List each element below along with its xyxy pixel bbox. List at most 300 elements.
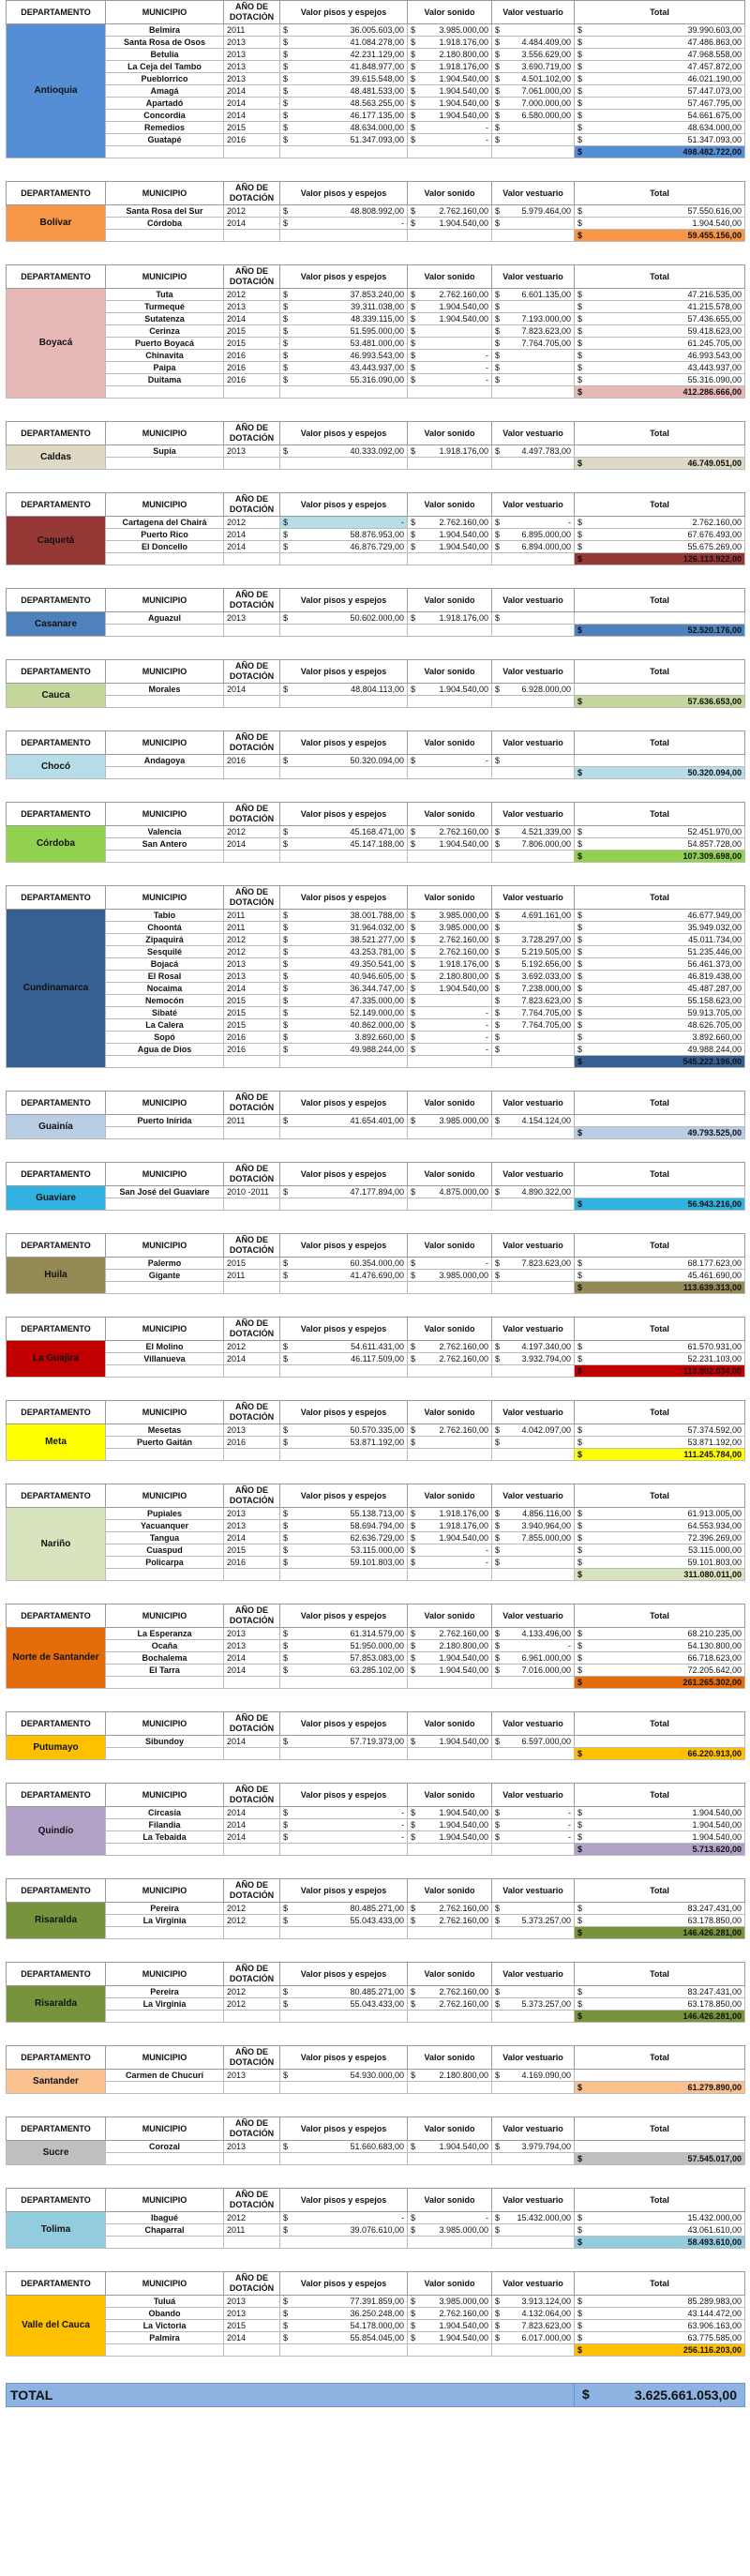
vestuario-cell — [492, 684, 575, 696]
currency-symbol: $ — [495, 351, 501, 360]
department-total-value: 113.802.034,00 — [682, 1366, 742, 1376]
currency-symbol: $ — [283, 1916, 289, 1925]
currency-symbol: $ — [411, 351, 416, 360]
header-anio: AÑO DE DOTACIÓN — [224, 1318, 280, 1341]
department-total — [575, 458, 745, 470]
department-name: Casanare — [7, 612, 106, 637]
empty-cell — [408, 1748, 492, 1760]
anio-cell: 2014 — [224, 1819, 280, 1831]
sonido-value: - — [486, 123, 488, 132]
vestuario-value: 7.806.000,00 — [521, 839, 571, 849]
department-table — [6, 1162, 745, 1211]
municipio-cell: Ocaña — [106, 1640, 224, 1652]
table-row — [7, 1115, 745, 1127]
pisos-value: 51.347.093,00 — [350, 135, 404, 144]
municipio-cell: El Molino — [106, 1341, 224, 1353]
currency-symbol: $ — [495, 1509, 501, 1518]
empty-cell — [408, 1127, 492, 1139]
header-sonido: Valor sonido — [408, 422, 492, 445]
total-cell — [575, 2308, 745, 2320]
department-total-value: 146.426.281,00 — [682, 1928, 742, 1937]
header-total: Total — [575, 265, 745, 289]
empty-cell — [408, 2153, 492, 2165]
sonido-cell — [408, 218, 492, 230]
pisos-cell — [280, 684, 408, 696]
total-cell — [575, 1353, 745, 1365]
header-vestuario: Valor vestuario — [492, 886, 575, 910]
sonido-cell — [408, 134, 492, 146]
department-block — [6, 802, 744, 863]
department-block — [6, 1317, 744, 1378]
currency-symbol: $ — [578, 290, 583, 299]
pisos-value: 49.988.244,00 — [350, 1045, 404, 1054]
empty-cell — [106, 2344, 224, 2357]
pisos-value: 55.316.090,00 — [350, 375, 404, 384]
pisos-cell — [280, 1807, 408, 1819]
vestuario-cell — [492, 541, 575, 553]
vestuario-cell — [492, 1007, 575, 1019]
municipio-cell: Córdoba — [106, 218, 224, 230]
pisos-cell — [280, 49, 408, 61]
sonido-cell — [408, 1807, 492, 1819]
pisos-cell — [280, 2296, 408, 2308]
table-row — [7, 1186, 745, 1198]
currency-symbol: $ — [283, 218, 289, 228]
pisos-cell — [280, 289, 408, 301]
sonido-value: 1.904.540,00 — [439, 98, 488, 108]
vestuario-cell — [492, 1341, 575, 1353]
department-total — [575, 1844, 745, 1856]
total-cell — [575, 922, 745, 934]
currency-symbol: $ — [495, 1820, 501, 1830]
department-total — [575, 1449, 745, 1461]
sonido-cell — [408, 541, 492, 553]
municipio-cell: Tuta — [106, 289, 224, 301]
vestuario-value: 7.823.623,00 — [521, 996, 571, 1005]
vestuario-cell — [492, 838, 575, 851]
pisos-value: 46.993.543,00 — [350, 351, 404, 360]
pisos-cell — [280, 313, 408, 325]
currency-symbol: $ — [495, 2213, 501, 2222]
pisos-value: 48.634.000,00 — [350, 123, 404, 132]
sonido-cell — [408, 1652, 492, 1665]
municipio-cell: Tangua — [106, 1532, 224, 1544]
currency-symbol: $ — [578, 1450, 583, 1459]
vestuario-cell — [492, 2332, 575, 2344]
sonido-cell — [408, 301, 492, 313]
department-block — [6, 1783, 744, 1856]
currency-symbol: $ — [495, 1187, 501, 1197]
anio-cell: 2016 — [224, 1032, 280, 1044]
header-sonido: Valor sonido — [408, 1163, 492, 1186]
department-block — [6, 492, 744, 565]
header-anio: AÑO DE DOTACIÓN — [224, 1163, 280, 1186]
total-cell — [575, 541, 745, 553]
currency-symbol: $ — [283, 339, 289, 348]
header-municipio: MUNICIPIO — [106, 182, 224, 205]
header-sonido: Valor sonido — [408, 1234, 492, 1258]
anio-cell: 2012 — [224, 517, 280, 529]
header-total: Total — [575, 1401, 745, 1424]
department-table — [6, 1783, 745, 1856]
currency-symbol: $ — [411, 1342, 416, 1351]
vestuario-cell — [492, 946, 575, 958]
department-table — [6, 588, 745, 637]
vestuario-value: - — [568, 1641, 571, 1650]
empty-cell — [408, 458, 492, 470]
municipio-cell: Guatapé — [106, 134, 224, 146]
pisos-cell — [280, 1044, 408, 1056]
vestuario-cell — [492, 2320, 575, 2332]
table-row — [7, 1736, 745, 1748]
pisos-value: 54.611.431,00 — [351, 1342, 404, 1351]
empty-cell — [224, 2237, 280, 2249]
municipio-cell: Sutatenza — [106, 313, 224, 325]
empty-cell — [224, 230, 280, 242]
department-total-value: 412.286.666,00 — [682, 387, 742, 397]
sonido-cell — [408, 2212, 492, 2224]
sonido-value: 1.918.176,00 — [439, 446, 488, 456]
header-departamento: DEPARTAMENTO — [7, 1879, 106, 1903]
anio-cell: 2010 -2011 — [224, 1186, 280, 1198]
header-pisos: Valor pisos y espejos — [280, 182, 408, 205]
currency-symbol: $ — [283, 2333, 289, 2343]
currency-symbol: $ — [578, 314, 583, 324]
currency-symbol: $ — [411, 1020, 416, 1030]
table-row — [7, 37, 745, 49]
currency-symbol: $ — [578, 2297, 583, 2306]
currency-symbol: $ — [495, 1987, 501, 1996]
currency-symbol: $ — [411, 2213, 416, 2222]
pisos-cell — [280, 338, 408, 350]
total-value: 45.461.690,00 — [687, 1271, 742, 1280]
empty-cell — [492, 1056, 575, 1068]
total-cell — [575, 1831, 745, 1844]
pisos-value: 62.636.729,00 — [350, 1533, 404, 1543]
currency-symbol: $ — [411, 1904, 416, 1913]
currency-symbol: $ — [495, 25, 501, 35]
anio-cell: 2016 — [224, 374, 280, 386]
header-departamento: DEPARTAMENTO — [7, 493, 106, 517]
pisos-cell — [280, 541, 408, 553]
header-municipio: MUNICIPIO — [106, 1712, 224, 1736]
department-table — [6, 264, 745, 399]
table-row — [7, 1532, 745, 1544]
header-total: Total — [575, 1092, 745, 1115]
sonido-cell — [408, 826, 492, 838]
currency-symbol: $ — [578, 1808, 583, 1817]
pisos-value: 60.354.000,00 — [350, 1258, 404, 1268]
currency-symbol: $ — [578, 375, 583, 384]
pisos-cell — [280, 1640, 408, 1652]
currency-symbol: $ — [283, 38, 289, 47]
table-row — [7, 1998, 745, 2011]
currency-symbol: $ — [283, 1737, 289, 1746]
department-block — [6, 2188, 744, 2249]
department-total-value: 311.080.011,00 — [683, 1570, 742, 1579]
header-pisos: Valor pisos y espejos — [280, 1401, 408, 1424]
pisos-cell — [280, 1437, 408, 1449]
anio-cell: 2012 — [224, 826, 280, 838]
grand-total-row — [6, 2383, 745, 2407]
anio-cell: 2013 — [224, 73, 280, 85]
total-value: 46.677.949,00 — [687, 911, 742, 920]
currency-symbol: $ — [578, 302, 583, 311]
total-cell — [575, 1520, 745, 1532]
currency-symbol: $ — [411, 1008, 416, 1017]
pisos-cell — [280, 1819, 408, 1831]
sonido-cell — [408, 612, 492, 625]
currency-symbol: $ — [411, 123, 416, 132]
sonido-cell — [408, 1508, 492, 1520]
currency-symbol: $ — [283, 314, 289, 324]
currency-symbol: $ — [283, 1342, 289, 1351]
currency-symbol: $ — [495, 375, 501, 384]
sonido-cell — [408, 1665, 492, 1677]
municipio-cell: Santa Rosa de Osos — [106, 37, 224, 49]
total-cell — [575, 910, 745, 922]
pisos-cell — [280, 946, 408, 958]
empty-cell — [224, 1569, 280, 1581]
currency-symbol: $ — [411, 935, 416, 944]
header-vestuario: Valor vestuario — [492, 1484, 575, 1508]
pisos-value: 61.314.579,00 — [350, 1629, 404, 1638]
header-municipio: MUNICIPIO — [106, 660, 224, 684]
header-anio: AÑO DE DOTACIÓN — [224, 731, 280, 755]
sonido-cell — [408, 1819, 492, 1831]
header-sonido: Valor sonido — [408, 1484, 492, 1508]
vestuario-cell — [492, 24, 575, 37]
table-row — [7, 971, 745, 983]
header-sonido: Valor sonido — [408, 886, 492, 910]
anio-cell: 2013 — [224, 1640, 280, 1652]
anio-cell: 2015 — [224, 995, 280, 1007]
currency-symbol: $ — [578, 1641, 583, 1650]
currency-symbol: $ — [411, 1808, 416, 1817]
pisos-cell — [280, 301, 408, 313]
anio-cell: 2014 — [224, 313, 280, 325]
header-departamento: DEPARTAMENTO — [7, 589, 106, 612]
pisos-value: 45.147.188,00 — [350, 839, 404, 849]
currency-symbol: $ — [578, 851, 583, 861]
anio-cell: 2016 — [224, 755, 280, 767]
header-anio: AÑO DE DOTACIÓN — [224, 1963, 280, 1986]
header-sonido: Valor sonido — [408, 2046, 492, 2070]
department-total — [575, 230, 745, 242]
sonido-value: - — [486, 135, 488, 144]
total-value: 35.949.032,00 — [687, 923, 742, 932]
pisos-value: 63.285.102,00 — [350, 1665, 404, 1675]
municipio-cell: Andagoya — [106, 755, 224, 767]
header-anio: AÑO DE DOTACIÓN — [224, 1784, 280, 1807]
currency-symbol: $ — [283, 1558, 289, 1567]
vestuario-value: 4.691.161,00 — [521, 911, 571, 920]
vestuario-cell — [492, 971, 575, 983]
department-total-row — [7, 1282, 745, 1294]
currency-symbol: $ — [411, 923, 416, 932]
vestuario-value: 4.856.116,00 — [522, 1509, 571, 1518]
currency-symbol: $ — [578, 1845, 583, 1854]
currency-symbol: $ — [578, 1832, 583, 1842]
sonido-cell — [408, 49, 492, 61]
header-vestuario: Valor vestuario — [492, 2272, 575, 2296]
pisos-cell — [280, 826, 408, 838]
vestuario-cell — [492, 2296, 575, 2308]
vestuario-cell — [492, 1520, 575, 1532]
department-block — [6, 2045, 744, 2094]
header-total: Total — [575, 2189, 745, 2212]
department-name: Meta — [7, 1424, 106, 1461]
sonido-value: 1.904.540,00 — [439, 2142, 488, 2151]
currency-symbol: $ — [495, 123, 501, 132]
total-cell — [575, 1007, 745, 1019]
sonido-cell — [408, 1557, 492, 1569]
vestuario-cell — [492, 325, 575, 338]
total-cell — [575, 1019, 745, 1032]
pisos-value: 52.149.000,00 — [350, 1008, 404, 1017]
empty-cell — [106, 553, 224, 565]
currency-symbol: $ — [495, 218, 501, 228]
header-sonido: Valor sonido — [408, 182, 492, 205]
anio-cell: 2016 — [224, 350, 280, 362]
vestuario-cell — [492, 445, 575, 458]
currency-symbol: $ — [411, 1558, 416, 1567]
currency-symbol: $ — [411, 1999, 416, 2009]
currency-symbol: $ — [411, 1509, 416, 1518]
department-total-value: 46.749.051,00 — [687, 459, 742, 468]
table-row — [7, 2320, 745, 2332]
currency-symbol: $ — [495, 1045, 501, 1054]
sonido-value: 1.904.540,00 — [439, 1808, 488, 1817]
total-cell — [575, 110, 745, 122]
table-row — [7, 1628, 745, 1640]
sonido-cell — [408, 2141, 492, 2153]
table-row — [7, 934, 745, 946]
sonido-cell — [408, 374, 492, 386]
vestuario-cell — [492, 1437, 575, 1449]
header-departamento: DEPARTAMENTO — [7, 1604, 106, 1628]
sonido-cell — [408, 2296, 492, 2308]
currency-symbol: $ — [283, 1665, 289, 1675]
currency-symbol: $ — [495, 947, 501, 957]
pisos-cell — [280, 1903, 408, 1915]
vestuario-value: 4.132.064,00 — [521, 2309, 571, 2318]
pisos-cell — [280, 325, 408, 338]
header-vestuario: Valor vestuario — [492, 422, 575, 445]
total-cell — [575, 1532, 745, 1544]
currency-symbol: $ — [578, 911, 583, 920]
header-pisos: Valor pisos y espejos — [280, 589, 408, 612]
currency-symbol: $ — [283, 25, 289, 35]
vestuario-value: 7.855.000,00 — [521, 1533, 571, 1543]
sonido-cell — [408, 1424, 492, 1437]
sonido-cell — [408, 922, 492, 934]
total-value: 53.115.000,00 — [688, 1545, 742, 1555]
total-value: 1.904.540,00 — [692, 1808, 742, 1817]
vestuario-value: 3.940.964,00 — [521, 1521, 571, 1530]
header-vestuario: Valor vestuario — [492, 1401, 575, 1424]
vestuario-cell — [492, 1115, 575, 1127]
header-total: Total — [575, 1234, 745, 1258]
table-row — [7, 1508, 745, 1520]
currency-symbol: $ — [283, 839, 289, 849]
empty-cell — [106, 2237, 224, 2249]
header-row — [7, 1604, 745, 1628]
vestuario-cell — [492, 1652, 575, 1665]
header-sonido: Valor sonido — [408, 1, 492, 24]
total-value: 83.247.431,00 — [687, 1987, 742, 1996]
currency-symbol: $ — [411, 290, 416, 299]
header-sonido: Valor sonido — [408, 2117, 492, 2141]
anio-cell: 2014 — [224, 98, 280, 110]
currency-symbol: $ — [495, 1653, 501, 1663]
pisos-value: 51.660.683,00 — [350, 2142, 404, 2151]
currency-symbol: $ — [411, 1258, 416, 1268]
vestuario-cell — [492, 934, 575, 946]
pisos-value: 39.615.548,00 — [350, 74, 404, 83]
department-name: Huila — [7, 1258, 106, 1294]
vestuario-value: 7.823.623,00 — [521, 326, 571, 336]
currency-symbol: $ — [283, 1187, 289, 1197]
vestuario-cell — [492, 958, 575, 971]
header-pisos: Valor pisos y espejos — [280, 2117, 408, 2141]
pisos-cell — [280, 983, 408, 995]
department-block — [6, 1878, 744, 1939]
empty-cell — [280, 1056, 408, 1068]
header-anio: AÑO DE DOTACIÓN — [224, 1092, 280, 1115]
department-table — [6, 492, 745, 565]
sonido-cell — [408, 61, 492, 73]
sonido-value: 3.985.000,00 — [439, 2225, 488, 2235]
header-departamento: DEPARTAMENTO — [7, 1318, 106, 1341]
header-departamento: DEPARTAMENTO — [7, 1401, 106, 1424]
municipio-cell: Morales — [106, 684, 224, 696]
pisos-value: - — [401, 1832, 404, 1842]
currency-symbol: $ — [283, 1425, 289, 1435]
empty-cell — [106, 1365, 224, 1378]
anio-cell: 2013 — [224, 1520, 280, 1532]
header-anio: AÑO DE DOTACIÓN — [224, 803, 280, 826]
currency-symbol: $ — [578, 1545, 583, 1555]
pisos-cell — [280, 1628, 408, 1640]
vestuario-cell — [492, 374, 575, 386]
header-sonido: Valor sonido — [408, 1712, 492, 1736]
pisos-cell — [280, 1007, 408, 1019]
department-total — [575, 1365, 745, 1378]
currency-symbol: $ — [578, 1045, 583, 1054]
table-row — [7, 98, 745, 110]
empty-cell — [224, 767, 280, 779]
currency-symbol: $ — [411, 530, 416, 539]
pisos-cell — [280, 85, 408, 98]
currency-symbol: $ — [578, 1032, 583, 1042]
municipio-cell: Santa Rosa del Sur — [106, 205, 224, 218]
currency-symbol: $ — [582, 2387, 590, 2402]
currency-symbol: $ — [578, 135, 583, 144]
pisos-cell — [280, 2332, 408, 2344]
anio-cell: 2016 — [224, 134, 280, 146]
currency-symbol: $ — [411, 2297, 416, 2306]
sonido-cell — [408, 110, 492, 122]
currency-symbol: $ — [411, 206, 416, 216]
vestuario-cell — [492, 49, 575, 61]
department-name: Valle del Cauca — [7, 2296, 106, 2357]
sonido-cell — [408, 1437, 492, 1449]
header-vestuario: Valor vestuario — [492, 2046, 575, 2070]
total-value: 63.178.850,00 — [687, 1999, 742, 2009]
vestuario-cell — [492, 122, 575, 134]
pisos-value: 47.335.000,00 — [350, 996, 404, 1005]
